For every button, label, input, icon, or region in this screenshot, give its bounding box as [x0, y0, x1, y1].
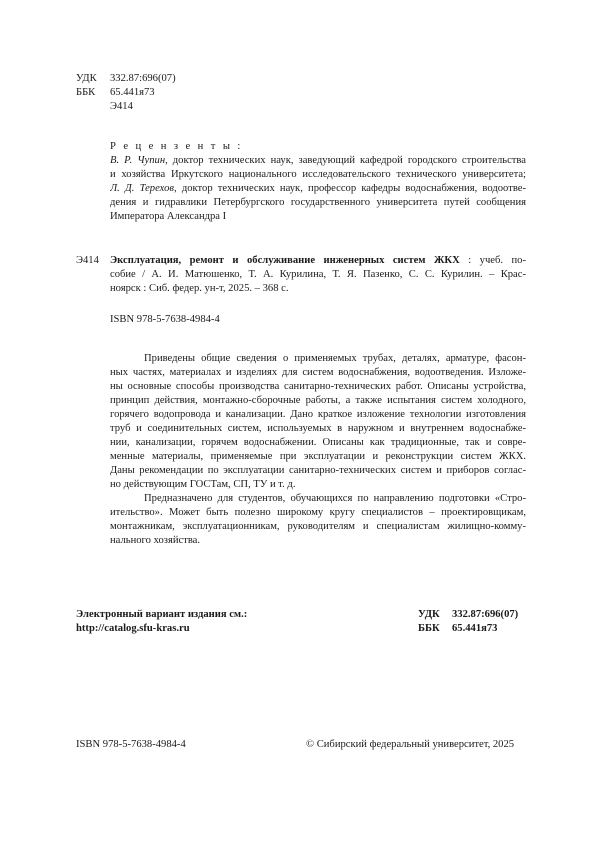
- bbk-line: [76, 86, 155, 100]
- electronic-bbk-label: ББК: [418, 623, 440, 634]
- reviewer-1: [110, 154, 526, 182]
- electronic-bbk-value: 65.441я73: [452, 623, 498, 634]
- abstract-p1-line: принцип действия, монтажно-сборочные работы, а также испытания систем холодного,: [110, 395, 526, 406]
- catalog-link[interactable]: http://catalog.sfu-kras.ru: [76, 623, 190, 634]
- reviewer-1-name: В. Р. Чупин: [110, 155, 166, 166]
- electronic-edition-note: Электронный вариант издания см.:: [76, 609, 248, 620]
- abstract-p1-line: ны основные способы производства санитарно-технических работ. Описаны устройства,: [110, 381, 526, 392]
- electronic-udk-label: УДК: [418, 609, 440, 620]
- electronic-udk: [418, 608, 518, 622]
- footer-isbn: ISBN 978-5-7638-4984-4: [76, 739, 186, 750]
- abstract-p2-line: ительство». Может быть полезно широкому кругу специалистов – проектировщикам,: [110, 507, 526, 518]
- abstract-p1-line: менные материалы, применяемые при эксплуатации и реконструкции систем ЖКХ.: [110, 451, 526, 462]
- abstract-p2-line: монтажникам, эксплуатационникам, руководителям и специалистам жилищно-комму-: [110, 521, 526, 532]
- bbk-label: ББК: [76, 87, 96, 98]
- copyright: © Сибирский федеральный университет, 2025: [306, 739, 515, 750]
- abstract-p2-line: Предназначено для студентов, обучающихся по направлению подготовки «Стро-: [144, 493, 526, 504]
- abstract-p1-line: Даны рекомендации по эксплуатации санитарно-технических систем и приборов соглас-: [110, 465, 526, 476]
- abstract-p1-line: но действующим ГОСТам, СП, ТУ и т. д.: [110, 479, 296, 490]
- bbk-value: 65.441я73: [110, 87, 155, 98]
- reviewer-2-line-3: Императора Александра I: [110, 211, 227, 222]
- abstract-p1-line: Приведены общие сведения о применяемых трубах, деталях, арматуре, фасон-: [144, 353, 526, 364]
- reviewer-2: [110, 182, 526, 224]
- bib-author-mark: Э414: [76, 255, 99, 266]
- bibliographic-record: [110, 254, 526, 296]
- abstract-p1-line: нии, канализации, горячем водоснабжении. Описаны как традиционные, так и совре-: [110, 437, 526, 448]
- abstract-p2-line: нального хозяйства.: [110, 535, 201, 546]
- abstract-p1-line: ных частях, материалах и изделиях для систем водоснабжения, водоотведения. Изложе-: [110, 367, 526, 378]
- bib-line-2: собие / А. И. Матюшенко, Т. А. Курилина, Т. Я. Пазенко, С. С. Курилин. – Крас-: [110, 269, 526, 280]
- electronic-bbk: [418, 622, 497, 636]
- bib-line-3: ноярск : Сиб. федер. ун-т, 2025. – 368 с.: [110, 283, 289, 294]
- udk-value: 332.87:696(07): [110, 73, 176, 84]
- book-title: Эксплуатация, ремонт и обслуживание инженерных систем ЖКХ: [110, 255, 460, 266]
- author-mark: Э414: [110, 101, 133, 112]
- udk-line: [76, 72, 176, 86]
- udk-label: УДК: [76, 73, 97, 84]
- reviewer-2-line-2: дения и гидравлики Петербургского государственного университета путей сообщения: [110, 197, 526, 208]
- isbn: ISBN 978-5-7638-4984-4: [110, 314, 220, 325]
- abstract-p1-line: горячего водопровода и канализации. Дано краткое изложение технологии изготовления: [110, 409, 526, 420]
- bib-line-1: Эксплуатация, ремонт и обслуживание инженерных систем ЖКХ : учеб. по-: [110, 255, 526, 266]
- reviewer-1-line-1: В. Р. Чупин, доктор технических наук, заведующий кафедрой городского строительства: [110, 155, 526, 166]
- reviewer-2-name: Л. Д. Терехов: [110, 183, 174, 194]
- reviewers-heading: Р е ц е н з е н т ы :: [110, 141, 243, 152]
- reviewer-1-line-2: и хозяйства Иркутского национального исследовательского технического университета;: [110, 169, 526, 180]
- abstract-p1-line: труб и соединительных систем, используемых в наружном и внутреннем водоснабже-: [110, 423, 526, 434]
- electronic-udk-value: 332.87:696(07): [452, 609, 519, 620]
- reviewer-2-line-1: Л. Д. Терехов, доктор технических наук, профессор кафедры водоснабжения, водоотве-: [110, 183, 526, 194]
- abstract: [110, 352, 526, 548]
